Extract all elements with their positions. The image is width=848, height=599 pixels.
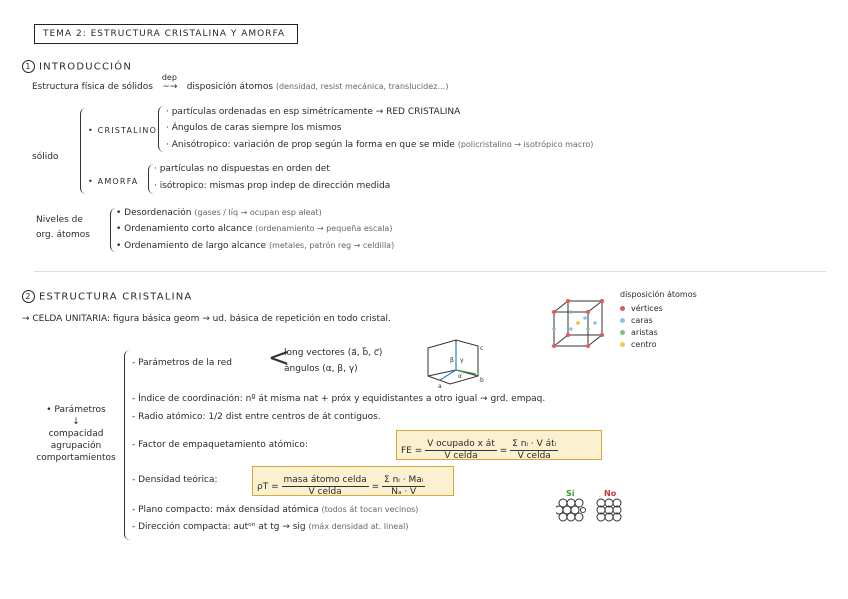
- density-equals: =: [371, 482, 380, 492]
- nivel-item: [116, 208, 322, 218]
- radio-line: - Radio atómico: 1/2 dist entre centros de át contiguos.: [132, 412, 381, 422]
- packing-no-label: No: [604, 489, 617, 498]
- vertex-dot: [620, 306, 625, 311]
- legend-title: disposición átomos: [620, 290, 697, 299]
- angle-bracket: <: [268, 343, 290, 373]
- section-title: INTRODUCCIÓN: [39, 61, 133, 73]
- amorfa-item: · partículas no dispuestas en orden det: [154, 164, 330, 174]
- intro-text-2: disposición átomos: [186, 82, 274, 92]
- nivel-item: [116, 241, 394, 251]
- nivel-item: [116, 224, 392, 234]
- legend-item: [620, 315, 663, 327]
- red-param-label: - Parámetros de la red: [132, 358, 232, 368]
- fe-numerator: Σ nᵢ · V átᵢ: [512, 439, 557, 449]
- plano-note: (todos át tocan vecinos): [321, 505, 419, 514]
- legend-label: caras: [631, 316, 653, 325]
- cristalino-item-text: · Anisótropico: variación de prop según la forma en que se mide: [166, 140, 455, 150]
- packing-yes-label: Sí: [566, 489, 575, 498]
- intro-text: Estructura física de sólidos: [32, 82, 153, 92]
- plano-compacto-line: [132, 505, 418, 515]
- lattice-axes-diagram: [420, 336, 490, 390]
- legend-item: [620, 327, 663, 339]
- fe-denominator: V celda: [517, 451, 551, 461]
- angle-label: β: [450, 357, 454, 364]
- angle-label: γ: [460, 357, 464, 364]
- density-fraction-2: [382, 475, 425, 498]
- hexagonal-packing-icon: [556, 498, 586, 522]
- cristalino-brace: [158, 106, 165, 152]
- fe-formula: [401, 439, 558, 462]
- amorfa-label: • AMORFA: [88, 177, 139, 186]
- compacidad-label: compacidad: [48, 429, 104, 439]
- celda-unitaria-line: → CELDA UNITARIA: figura básica geom → ud. básica de repetición en todo cristal.: [22, 314, 391, 324]
- down-arrow: ↓: [72, 417, 80, 427]
- solido-brace: [80, 108, 87, 194]
- depends-label: dep: [161, 73, 177, 82]
- nivel-title: • Ordenamiento de largo alcance: [116, 241, 267, 251]
- direccion-note: (máx densidad at. lineal): [308, 522, 409, 531]
- niveles-label: Niveles de: [36, 215, 83, 225]
- face-dot: [620, 318, 625, 323]
- legend-label: aristas: [631, 328, 658, 337]
- niveles-label-2: org. átomos: [36, 230, 90, 240]
- densidad-label: - Densidad teórica:: [132, 475, 218, 485]
- section-number: 2: [22, 290, 35, 303]
- long-vectores: long vectores (a⃗, b⃗, c⃗): [284, 348, 383, 358]
- angulos: ángulos (α, β, γ): [284, 364, 358, 374]
- section-divider: [34, 271, 826, 272]
- fe-fraction-1: [425, 439, 497, 462]
- density-denominator: V celda: [308, 487, 342, 497]
- axis-label: c: [480, 345, 484, 352]
- amorfa-item: · isótropico: mismas prop indep de dirección medida: [154, 181, 391, 191]
- legend-item: [620, 339, 663, 351]
- legend-label: vértices: [631, 304, 663, 313]
- cristalino-note: (policristalino → isotrópico macro): [457, 140, 594, 149]
- cristalino-item: [166, 140, 593, 150]
- legend-item: [620, 303, 663, 315]
- parametros-brace: [124, 350, 131, 540]
- plano-text: - Plano compacto: máx densidad atómica: [132, 505, 319, 515]
- section-number: 1: [22, 60, 35, 73]
- coordination-line: - Índice de coordinación: nº át misma nat + próx y equidistantes a otro igual → grd. empaq.: [132, 394, 546, 404]
- fe-label: - Factor de empaquetamiento atómico:: [132, 440, 308, 450]
- section-2-heading: [22, 290, 192, 303]
- fe-equals: =: [499, 446, 508, 456]
- cristalino-label: • CRISTALINO: [88, 126, 158, 135]
- density-lhs: ρT =: [257, 482, 279, 492]
- nivel-note: (gases / líq → ocupan esp aleat): [194, 208, 322, 217]
- agrupacion-label: agrupación: [50, 441, 102, 451]
- angle-label: α: [458, 373, 462, 380]
- depends-arrow: dep ~→: [161, 73, 178, 92]
- fe-lhs: FE =: [401, 446, 423, 456]
- axis-label: b: [480, 377, 484, 384]
- atom-legend: [620, 303, 663, 351]
- fe-formula-box: [396, 430, 602, 460]
- density-formula: [257, 475, 425, 498]
- direccion-text: - Dirección compacta: autᵒⁿ at tg → sig: [132, 522, 306, 532]
- nivel-title: • Desordenación: [116, 208, 192, 218]
- density-formula-box: [252, 466, 454, 496]
- density-denominator: Nₐ · V: [391, 487, 417, 497]
- cristalino-item: · Ángulos de caras siempre los mismos: [166, 123, 342, 133]
- edge-dot: [620, 330, 625, 335]
- nivel-note: (metales, patrón reg → celdilla): [268, 241, 395, 250]
- center-dot: [620, 342, 625, 347]
- density-numerator: Σ nᵢ · Maᵢ: [384, 475, 424, 485]
- page-title: TEMA 2: ESTRUCTURA CRISTALINA Y AMORFA: [34, 24, 298, 44]
- parametros-column: [30, 404, 122, 464]
- section-1-heading: [22, 60, 132, 73]
- unit-cell-cube: [550, 298, 610, 350]
- fe-fraction-2: [510, 439, 558, 462]
- nivel-title: • Ordenamiento corto alcance: [116, 224, 253, 234]
- intro-note: (densidad, resist mecánica, translucidez…): [275, 82, 449, 91]
- square-packing-icon: [596, 498, 622, 522]
- section-title: ESTRUCTURA CRISTALINA: [39, 291, 193, 303]
- direccion-compacta-line: [132, 522, 408, 532]
- axis-label: a: [438, 383, 442, 390]
- comportamientos-label: comportamientos: [36, 453, 116, 463]
- legend-label: centro: [631, 340, 657, 349]
- solido-label: sólido: [32, 152, 59, 162]
- density-fraction-1: [282, 475, 369, 498]
- nivel-note: (ordenamiento → pequeña escala): [255, 224, 393, 233]
- fe-numerator: V ocupado x át: [427, 439, 495, 449]
- fe-denominator: V celda: [444, 451, 478, 461]
- parametros-label: • Parámetros: [46, 405, 106, 415]
- intro-line: [32, 73, 449, 92]
- cristalino-item: · partículas ordenadas en esp simétricamente → RED CRISTALINA: [166, 107, 461, 117]
- density-numerator: masa átomo celda: [283, 475, 367, 485]
